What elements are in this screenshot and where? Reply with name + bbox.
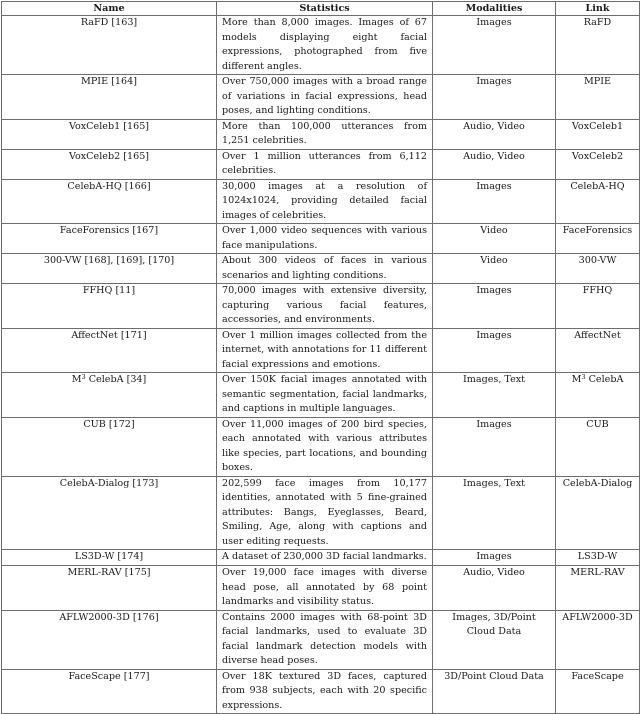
dataset-modalities: Audio, Video — [433, 566, 556, 611]
table-header-row — [2, 2, 640, 16]
dataset-link[interactable]: FFHQ — [556, 284, 640, 329]
dataset-statistics: Over 19,000 face images with diverse head pose, all annotated by 68 point landmarks and visibility status. — [217, 566, 433, 611]
dataset-modalities: 3D/Point Cloud Data — [433, 669, 556, 714]
header-link: Link — [556, 2, 640, 16]
dataset-name: MERL-RAV [175] — [2, 566, 217, 611]
dataset-modalities: Audio, Video — [433, 149, 556, 179]
dataset-modalities: Video — [433, 254, 556, 284]
table-row — [2, 16, 640, 75]
dataset-modalities: Images — [433, 75, 556, 120]
dataset-link[interactable]: CelebA-Dialog — [556, 476, 640, 550]
dataset-link[interactable]: 300-VW — [556, 254, 640, 284]
link-rest: CelebA — [585, 374, 624, 385]
dataset-modalities: Images — [433, 16, 556, 75]
dataset-statistics: 202,599 face images from 10,177 identities, annotated with 5 fine-grained attributes: Bangs, Eyeglasses, Beard, Smiling, Age, along with captions and user editing requests. — [217, 476, 433, 550]
dataset-modalities: Images, Text — [433, 476, 556, 550]
link-base: M — [571, 374, 582, 385]
dataset-name: CelebA-HQ [166] — [2, 179, 217, 224]
dataset-statistics: 30,000 images at a resolution of 1024x1024, providing detailed facial images of celebrities. — [217, 179, 433, 224]
dataset-statistics: 70,000 images with extensive diversity, capturing various facial features, accessories, and environments. — [217, 284, 433, 329]
table-row — [2, 669, 640, 714]
dataset-name: VoxCeleb1 [165] — [2, 119, 217, 149]
table-row — [2, 284, 640, 329]
table-row — [2, 610, 640, 669]
table-row — [2, 179, 640, 224]
dataset-name: FaceForensics [167] — [2, 224, 217, 254]
dataset-modalities: Video — [433, 224, 556, 254]
dataset-link[interactable]: AFLW2000-3D — [556, 610, 640, 669]
dataset-statistics: Over 18K textured 3D faces, captured from 938 subjects, each with 20 specific expressions. — [217, 669, 433, 714]
name-rest: CelebA [34] — [85, 374, 147, 385]
dataset-link[interactable]: VoxCeleb1 — [556, 119, 640, 149]
dataset-link[interactable]: LS3D-W — [556, 550, 640, 566]
dataset-statistics: More than 100,000 utterances from 1,251 celebrities. — [217, 119, 433, 149]
dataset-statistics: Over 150K facial images annotated with semantic segmentation, facial landmarks, and captions in multiple languages. — [217, 373, 433, 418]
dataset-modalities: Images — [433, 328, 556, 373]
dataset-name: MPIE [164] — [2, 75, 217, 120]
dataset-name: CUB [172] — [2, 417, 217, 476]
header-statistics: Statistics — [217, 2, 433, 16]
table-row — [2, 550, 640, 566]
table-row — [2, 566, 640, 611]
header-modalities: Modalities — [433, 2, 556, 16]
dataset-link[interactable]: RaFD — [556, 16, 640, 75]
dataset-statistics: Over 11,000 images of 200 bird species, each annotated with various attributes like species, part locations, and bounding boxes. — [217, 417, 433, 476]
dataset-name: FaceScape [177] — [2, 669, 217, 714]
dataset-modalities: Images — [433, 417, 556, 476]
name-superscript: 3 — [81, 373, 86, 381]
dataset-name: VoxCeleb2 [165] — [2, 149, 217, 179]
dataset-name: AFLW2000-3D [176] — [2, 610, 217, 669]
dataset-link[interactable]: CUB — [556, 417, 640, 476]
dataset-name: LS3D-W [174] — [2, 550, 217, 566]
table-row — [2, 254, 640, 284]
dataset-statistics: Over 1 million utterances from 6,112 celebrities. — [217, 149, 433, 179]
dataset-modalities: Audio, Video — [433, 119, 556, 149]
cropped-caption-fragment — [0, 612, 640, 618]
datasets-table — [1, 1, 640, 714]
dataset-modalities: Images — [433, 550, 556, 566]
dataset-name: CelebA-Dialog [173] — [2, 476, 217, 550]
table-row — [2, 119, 640, 149]
dataset-link[interactable]: MPIE — [556, 75, 640, 120]
dataset-link[interactable]: VoxCeleb2 — [556, 149, 640, 179]
dataset-statistics: More than 8,000 images. Images of 67 models displaying eight facial expressions, photographed from five different angles. — [217, 16, 433, 75]
dataset-modalities: Images — [433, 284, 556, 329]
dataset-link[interactable]: FaceForensics — [556, 224, 640, 254]
table-row — [2, 75, 640, 120]
dataset-name: RaFD [163] — [2, 16, 217, 75]
table-row — [2, 373, 640, 418]
dataset-modalities: Images, Text — [433, 373, 556, 418]
dataset-statistics: Over 1,000 video sequences with various face manipulations. — [217, 224, 433, 254]
dataset-link[interactable]: MERL-RAV — [556, 566, 640, 611]
table-row — [2, 417, 640, 476]
dataset-name — [2, 373, 217, 418]
dataset-name: 300-VW [168], [169], [170] — [2, 254, 217, 284]
dataset-statistics: About 300 videos of faces in various scenarios and lighting conditions. — [217, 254, 433, 284]
dataset-link[interactable]: CelebA-HQ — [556, 179, 640, 224]
dataset-link[interactable] — [556, 373, 640, 418]
dataset-statistics: Over 750,000 images with a broad range of variations in facial expressions, head poses, and lighting conditions. — [217, 75, 433, 120]
name-base: M — [71, 374, 82, 385]
dataset-name: AffectNet [171] — [2, 328, 217, 373]
dataset-statistics: A dataset of 230,000 3D facial landmarks. — [217, 550, 433, 566]
link-superscript: 3 — [581, 373, 586, 381]
dataset-statistics: Over 1 million images collected from the internet, with annotations for 11 different facial expressions and emotions. — [217, 328, 433, 373]
dataset-statistics: Contains 2000 images with 68-point 3D facial landmarks, used to evaluate 3D facial landmark detection models with diverse head poses. — [217, 610, 433, 669]
dataset-modalities: Images, 3D/Point Cloud Data — [433, 610, 556, 669]
dataset-link[interactable]: AffectNet — [556, 328, 640, 373]
header-name: Name — [2, 2, 217, 16]
table-row — [2, 149, 640, 179]
dataset-name: FFHQ [11] — [2, 284, 217, 329]
table-row — [2, 328, 640, 373]
table-row — [2, 476, 640, 550]
dataset-modalities: Images — [433, 179, 556, 224]
table-row — [2, 224, 640, 254]
dataset-link[interactable]: FaceScape — [556, 669, 640, 714]
